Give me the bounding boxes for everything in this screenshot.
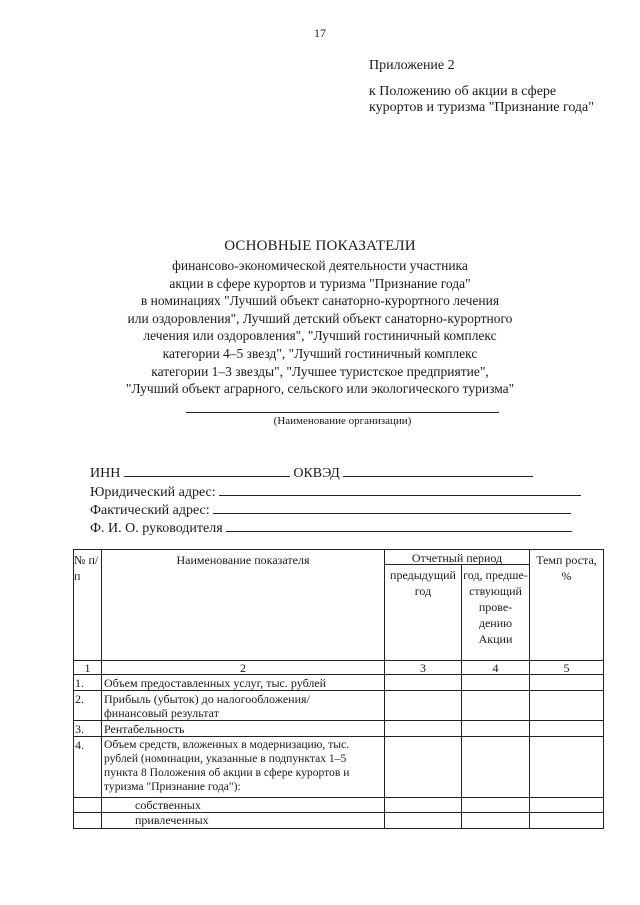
header-growth-rate: Темп роста, % (536, 553, 597, 583)
row-number: 1. (75, 676, 84, 690)
subtitle-line: или оздоровления", Лучший детский объект санаторно-курортного (127, 310, 513, 326)
row-number: 4. (75, 738, 84, 752)
inn-field[interactable] (124, 463, 290, 477)
table-border (603, 549, 604, 829)
indicator-name: Рентабельность (104, 722, 185, 736)
column-number: 4 (492, 661, 499, 675)
table-border (73, 690, 604, 691)
subtitle-line: категории 4–5 звезд", "Лучший гостиничный комплекс (162, 345, 478, 361)
indicators-table (73, 549, 604, 829)
organization-caption: (Наименование организации) (273, 415, 412, 427)
subtitle-line: акции в сфере курортов и туризма "Признание года" (169, 275, 471, 291)
subtitle-line: финансово-экономической деятельности участника (172, 258, 468, 273)
indicator-name: привлеченных (135, 813, 209, 827)
legal-address-field[interactable] (219, 482, 581, 496)
table-border (529, 549, 530, 829)
indicator-name: Объем предоставленных услуг, тыс. рублей (104, 676, 327, 690)
organization-name-line[interactable] (186, 412, 499, 413)
inn-label: ИНН (90, 466, 121, 481)
director-field[interactable] (226, 518, 572, 532)
subtitle-line: лечения или оздоровления", "Лучший гостиничный комплекс (143, 328, 497, 344)
director-label: Ф. И. О. руководителя (90, 521, 223, 536)
okved-label: ОКВЭД (293, 466, 340, 481)
inn-okved-row (90, 463, 533, 482)
okved-field[interactable] (343, 463, 533, 477)
actual-address-row (90, 500, 571, 519)
subtitle-line: категории 1–3 звезды", "Лучшее туристское предприятие", (151, 363, 489, 379)
legal-address-row (90, 482, 581, 501)
table-border (73, 736, 604, 737)
director-row (90, 518, 572, 537)
table-border (73, 828, 604, 829)
table-border (101, 549, 102, 829)
header-indicator-name: Наименование показателя (176, 553, 310, 567)
document-heading (80, 238, 560, 398)
subtitle-line: "Лучший объект аграрного, сельского или экологического туризма" (125, 381, 515, 397)
appendix-title: Приложение 2 (369, 58, 455, 73)
indicator-name: Объем средств, вложенных в модернизацию, тыс. рублей (номинации, указанные в подпунктах 1–5 пункта 8 Положения об акции в сфере курортов и туризма "Признание года"): (104, 738, 350, 793)
header-reporting-period: Отчетный период (411, 551, 503, 565)
column-number: 5 (563, 661, 570, 675)
header-number: № п/п (74, 553, 99, 583)
document-title: ОСНОВНЫЕ ПОКАЗАТЕЛИ (224, 238, 416, 254)
column-number: 3 (420, 661, 426, 675)
header-year-before-campaign: год, предше- ствующий прове- дению Акции (463, 568, 528, 646)
indicator-name: Прибыль (убыток) до налогообложения/ финансовый результат (104, 692, 310, 720)
indicator-name: собственных (135, 798, 201, 812)
document-subtitle (80, 257, 560, 398)
subtitle-line: в номинациях "Лучший объект санаторно-курортного лечения (140, 293, 500, 309)
row-number: 3. (75, 722, 84, 736)
actual-address-field[interactable] (213, 500, 571, 514)
legal-address-label: Юридический адрес: (90, 485, 216, 500)
row-number: 2. (75, 692, 84, 706)
table-border (73, 549, 74, 829)
header-previous-year: предыдущий год (390, 568, 456, 598)
page-number: 17 (314, 26, 326, 40)
column-number: 2 (240, 661, 246, 675)
table-border (73, 720, 604, 721)
actual-address-label: Фактический адрес: (90, 503, 210, 518)
appendix-subtitle: к Положению об акции в сфере курортов и туризма "Признание года" (369, 84, 594, 115)
column-number: 1 (84, 661, 91, 675)
